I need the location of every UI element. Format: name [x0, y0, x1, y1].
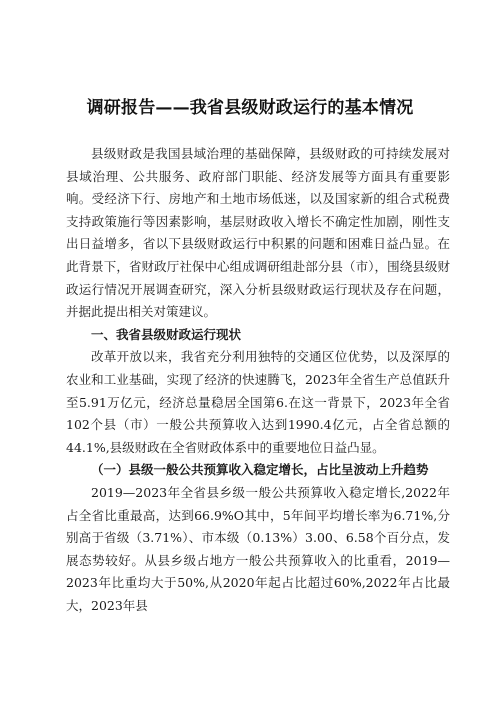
section-heading-1: 一、我省县级财政运行现状	[91, 326, 242, 342]
document-body	[66, 143, 450, 617]
subsection-heading-1: （一）县级一般公共预算收入稳定增长，占比呈波动上升趋势	[91, 462, 429, 478]
subsection1-paragraph: 2019—2023年全省县乡级一般公共预算收入稳定增长,2022年占全省比重最高，达到66.9%O其中，5年间平均增长率为6.71%,分别高于省级（3.71%）、市本级（0.13%）3.00、6.58个百分点，发展态势较好。从县乡级占地方一般公共预算收入的比重看，2019—2023年比重均大于50%,从2020年起占比超过60%,2022年占比最大，2023年县	[66, 484, 450, 613]
document-title: 调研报告——我省县级财政运行的基本情况	[86, 98, 414, 118]
section1-paragraph: 改革开放以来，我省充分利用独特的交通区位优势，以及深厚的农业和工业基础，实现了经济的快速腾飞，2023年全省生产总值跃升至5.91万亿元，经济总量稳居全国第6.在这一背景下，2023年全省102个县（市）一般公共预算收入达到1990.4亿元，占全省总额的44.1%,县级财政在全省财政体系中的重要地位日益凸显。	[66, 349, 450, 455]
intro-paragraph: 县级财政是我国县域治理的基础保障，县级财政的可持续发展对县域治理、公共服务、政府部门职能、经济发展等方面具有重要影响。受经济下行、房地产和土地市场低迷，以及国家新的组合式税费支持政策施行等因素影响，基层财政收入增长不确定性加剧，刚性支出日益增多，省以下县级财政运行中积累的问题和困难日益凸显。在此背景下，省财政厅社保中心组成调研组赴部分县（市），围绕县级财政运行情况开展调查研究，深入分析县级财政运行现状及存在问题，并据此提出相关对策建议。	[66, 146, 450, 320]
